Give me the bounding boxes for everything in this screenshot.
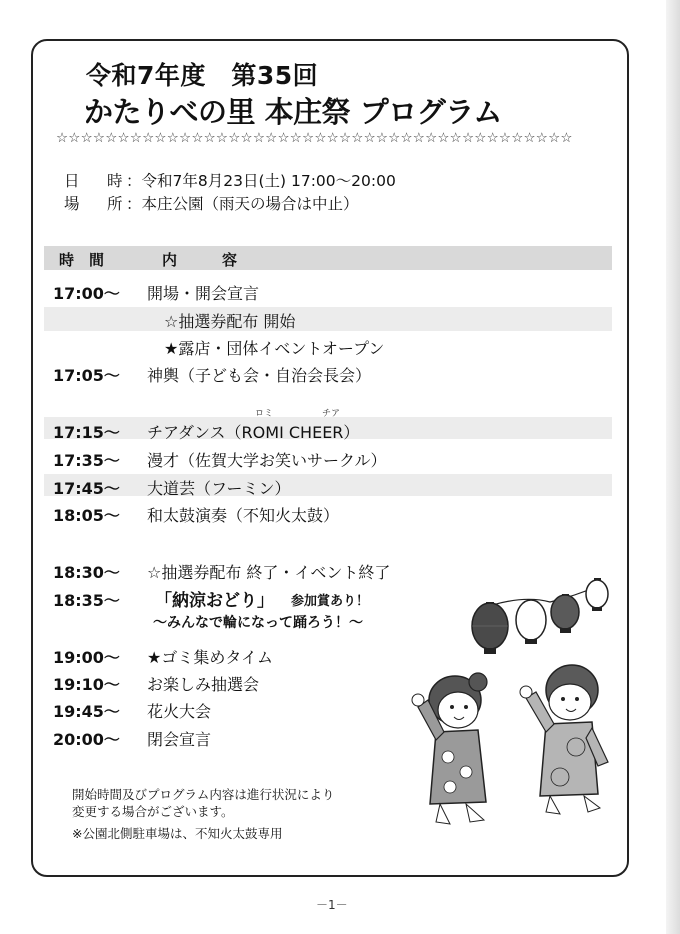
content-cell: 和太鼓演奏（不知火太鼓）: [147, 506, 340, 525]
scan-band: [44, 474, 612, 496]
time-cell: 19:00～: [53, 648, 120, 667]
star-divider: ☆☆☆☆☆☆☆☆☆☆☆☆☆☆☆☆☆☆☆☆☆☆☆☆☆☆☆☆☆☆☆☆☆☆☆☆☆☆☆☆☆☆: [56, 130, 573, 146]
scan-edge: [666, 0, 680, 934]
parking-note: ※公園北側駐車場は、不知火太鼓専用: [72, 826, 283, 841]
table-header: [44, 246, 612, 270]
header-time: 時 間: [59, 251, 105, 269]
content-cell: 閉会宣言: [147, 730, 212, 749]
note-line: 開始時間及びプログラム内容は進行状況により: [72, 787, 335, 802]
dancing-girl-icon: [412, 673, 487, 824]
time-cell: 18:35～: [53, 591, 120, 610]
content-cell: 「納涼おどり」: [155, 591, 274, 611]
time-cell: 20:00～: [53, 730, 120, 749]
lantern-icon: [551, 594, 579, 633]
time-cell: 18:05～: [53, 506, 120, 525]
lantern-icon: [472, 602, 508, 654]
date-row: [64, 169, 396, 191]
ruby-romi: ロミ: [255, 409, 274, 419]
lantern-icon: [586, 578, 608, 611]
content-cell: お楽しみ抽選会: [147, 675, 260, 694]
ruby-cheer: チア: [322, 409, 341, 419]
scan-band: [44, 307, 612, 331]
time-cell: 19:45～: [53, 702, 120, 721]
content-cell: ☆抽選券配布 開始: [164, 312, 296, 331]
dancing-boy-icon: [520, 665, 608, 814]
place-value: ：本庄公園（雨天の場合は中止）: [126, 195, 359, 213]
place-label: 場 所: [64, 195, 129, 213]
date-value: ：令和7年8月23日(土) 17:00～20:00: [126, 172, 396, 190]
content-cell: 大道芸（フーミン）: [147, 479, 291, 498]
content-cell: 神輿（子ども会・自治会長会）: [147, 366, 372, 385]
content-cell: ★ゴミ集めタイム: [147, 648, 274, 667]
content-cell: チアダンス（ROMI CHEER）: [147, 423, 360, 442]
content-cell: ★露店・団体イベントオープン: [164, 339, 385, 358]
page-title: かたりべの里 本庄祭 プログラム: [84, 95, 502, 129]
date-label: 日 時: [64, 172, 129, 190]
content-cell: 開場・開会宣言: [147, 284, 260, 303]
prize-note: 参加賞あり！: [291, 594, 370, 609]
lantern-icon: [516, 599, 546, 644]
time-cell: 17:35～: [53, 451, 120, 470]
place-row: [64, 192, 359, 214]
title-year: 令和7年度 第35回: [86, 61, 319, 90]
header-content: 内 容: [162, 251, 238, 269]
festival-illustration: [400, 572, 620, 842]
time-cell: 17:45～: [53, 479, 120, 498]
time-cell: 17:15～: [53, 423, 120, 442]
content-cell: 花火大会: [147, 702, 212, 721]
page-number: －1－: [316, 898, 348, 912]
time-cell: 17:05～: [53, 366, 120, 385]
time-cell: 17:00～: [53, 284, 120, 303]
time-cell: 19:10～: [53, 675, 120, 694]
note-line: 変更する場合がございます。: [72, 804, 234, 819]
content-cell: ～みんなで輪になって踊ろう！～: [153, 615, 363, 631]
content-cell: 漫才（佐賀大学お笑いサークル）: [147, 451, 387, 470]
content-cell: ☆抽選券配布 終了・イベント終了: [147, 563, 391, 582]
time-cell: 18:30～: [53, 563, 120, 582]
